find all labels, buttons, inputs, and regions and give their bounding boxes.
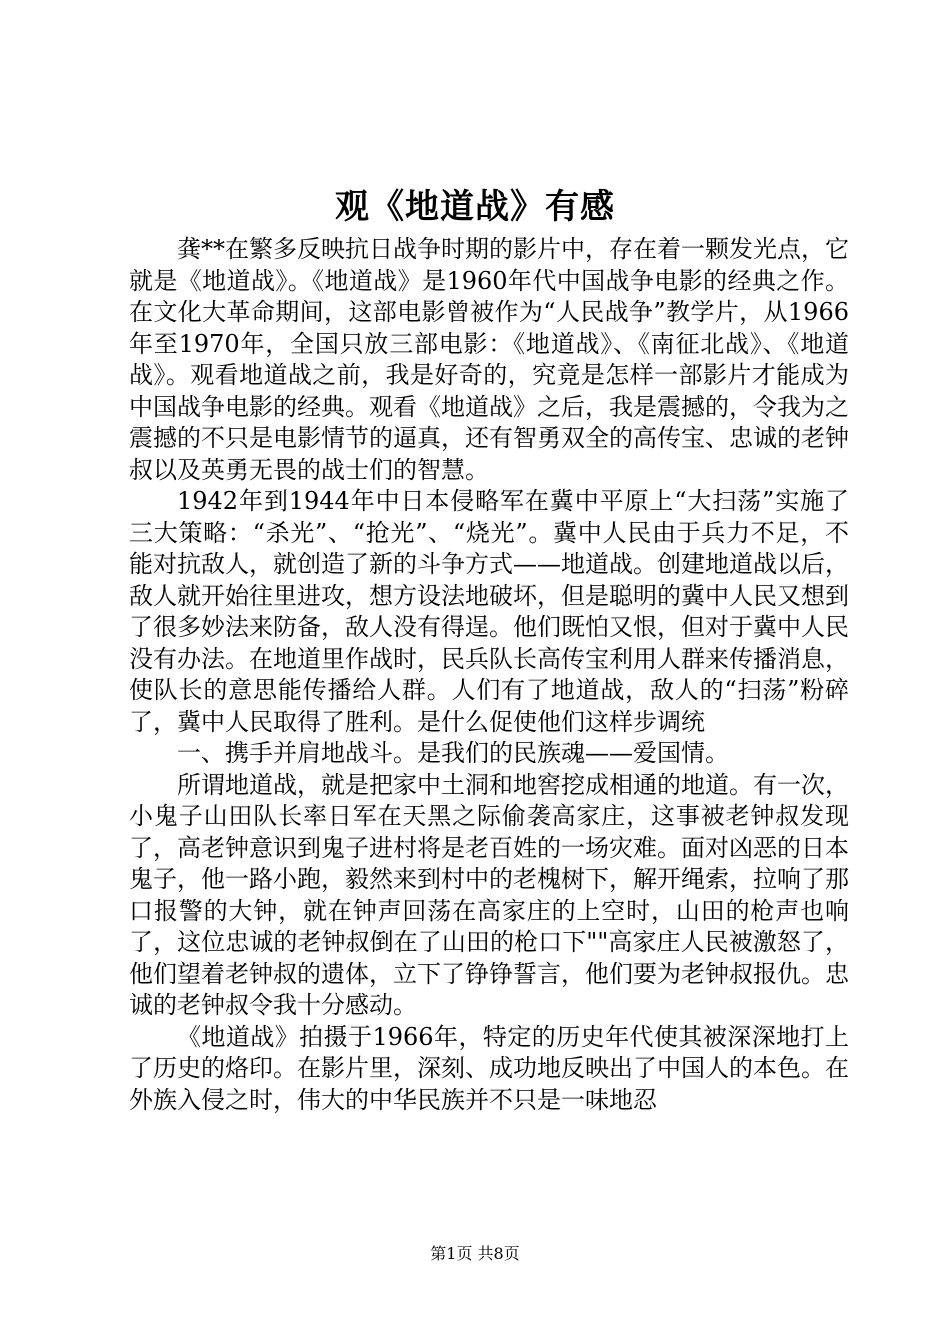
paragraph: 龚**在繁多反映抗日战争时期的影片中，存在着一颗发光点，它就是《地道战》。《地道战》是1960年代中国战争电影的经典之作。在文化大革命期间，这部电影曾被作为“人民战争”教学片，从1966年至1970年，全国只放三部电影：《地道战》、《南征北战》、《地道战》。观看地道战之前，我是好奇的，究竟是怎样一部影片才能成为中国战争电影的经典。观看《地道战》之后，我是震撼的，令我为之震撼的不只是电影情节的逼真，还有智勇双全的高传宝、忠诚的老钟叔以及英勇无畏的战士们的智慧。 [129, 235, 849, 484]
page-number-footer: 第1页 共8页 [430, 1244, 520, 1263]
paragraph: 一、携手并肩地战斗。是我们的民族魂——爱国情。 [177, 739, 729, 767]
paragraph: 1942年到1944年中日本侵略军在冀中平原上“大扫荡”实施了三大策略：“杀光”、“抢光”、“烧光”。冀中人民由于兵力不足，不能对抗敌人，就创造了新的斗争方式——地道战。创建地道战以后，敌人就开始往里进攻，想方设法地破坏，但是聪明的冀中人民又想到了很多妙法来防备，敌人没有得逞。他们既怕又恨，但对于冀中人民没有办法。在地道里作战时，民兵队长高传宝利用人群来传播消息，使队长的意思能传播给人群。人们有了地道战，敌人的“扫荡”粉碎了，冀中人民取得了胜利。是什么促使他们这样步调统 [129, 487, 849, 736]
paragraph: 《地道战》拍摄于1966年，特定的历史年代使其被深深地打上了历史的烙印。在影片里，深刻、成功地反映出了中国人的本色。在外族入侵之时，伟大的中华民族并不只是一味地忍 [129, 1022, 849, 1114]
paragraph: 所谓地道战，就是把家中土洞和地窖挖成相通的地道。有一次，小鬼子山田队长率日军在天黑之际偷袭高家庄，这事被老钟叔发现了，高老钟意识到鬼子进村将是老百姓的一场灾难。面对凶恶的日本鬼子，他一路小跑，毅然来到村中的老槐树下，解开绳索，拉响了那口报警的大钟，就在钟声回荡在高家庄的上空时，山田的枪声也响了，这位忠诚的老钟叔倒在了山田的枪口下""高家庄人民被激怒了，他们望着老钟叔的遗体，立下了铮铮誓言，他们要为老钟叔报仇。忠诚的老钟叔令我十分感动。 [129, 770, 849, 1019]
document-title: 观《地道战》有感 [335, 187, 615, 227]
document-body [129, 234, 849, 1116]
